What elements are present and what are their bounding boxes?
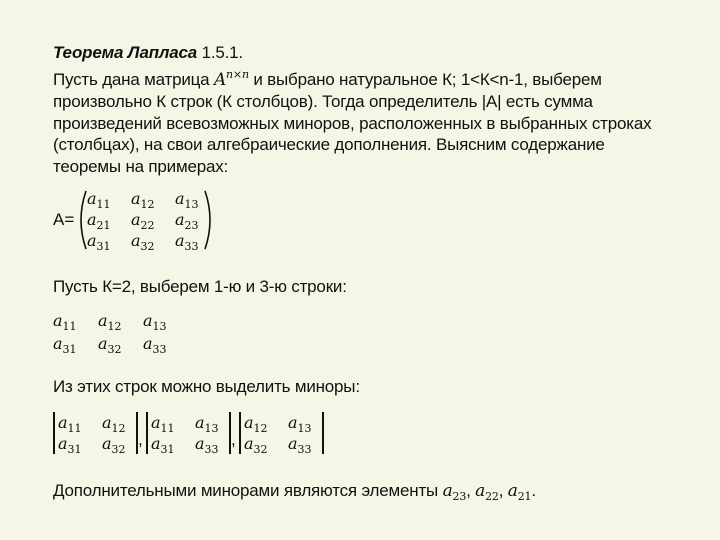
separator: , (466, 481, 476, 500)
matrix-element: $a_{12}$ (131, 189, 155, 211)
matrix-element: $a_{13}$ (195, 413, 219, 435)
matrix-element: $a_{32}$ (244, 434, 268, 456)
theorem-line-6: теоремы на примерах: (53, 156, 229, 176)
matrix-element: $a_{11}$ (151, 413, 175, 435)
complement-element: $a_{22}$ (475, 481, 499, 503)
matrix-element: $a_{31}$ (151, 434, 175, 456)
matrix-element: $a_{32}$ (102, 434, 126, 456)
right-paren (203, 190, 217, 250)
matrix-element: $a_{22}$ (131, 210, 155, 232)
matrix-element: $a_{33}$ (175, 231, 199, 253)
theorem-line-4: произведений всевозможных миноров, расположенных в выбранных строках (53, 113, 652, 133)
theorem-line-3: произвольно К строк (К столбцов). Тогда определитель |A| есть сумма (53, 92, 593, 111)
matrix-element: $a_{13}$ (288, 413, 312, 435)
determinant-bar (239, 412, 241, 454)
theorem-paragraph (53, 42, 673, 177)
matrix-element: $a_{23}$ (175, 210, 199, 232)
matrix-element: $a_{11}$ (53, 311, 77, 333)
matrix-element: $a_{12}$ (244, 413, 268, 435)
matrix-element: $a_{33}$ (195, 434, 219, 456)
determinant-bar (53, 412, 55, 454)
matrix-element: $a_{21}$ (87, 210, 111, 232)
theorem-title: Теорема Лапласа (53, 43, 198, 62)
matrix-element: $a_{33}$ (143, 334, 167, 356)
line2-pre: Пусть дана матрица (53, 69, 214, 89)
determinant-bar (322, 412, 324, 454)
matrix-element: $a_{12}$ (98, 311, 122, 333)
matrix-grid (87, 189, 217, 253)
left-paren (74, 190, 88, 250)
minors-text: Из этих строк можно выделить миноры: (53, 377, 360, 396)
theorem-number: 1.5.1. (197, 43, 243, 62)
conclusion-text: Дополнительными минорами являются элементы (53, 481, 443, 500)
conclusion-line (53, 480, 673, 508)
matrix-label: А= (53, 210, 75, 229)
theorem-title-line (53, 42, 673, 64)
matrix-superscript: n×n (226, 67, 249, 81)
theorem-line-5: (столбцах), на свои алгебраические дополнения. Выясним содержание (53, 135, 605, 154)
determinant-bar (146, 412, 148, 454)
matrix-element: $a_{32}$ (98, 334, 122, 356)
matrix-element: $a_{31}$ (87, 231, 111, 253)
matrix-element: $a_{13}$ (175, 189, 199, 211)
period: . (531, 481, 536, 500)
matrix-element: $a_{13}$ (143, 311, 167, 333)
separator: , (498, 481, 508, 500)
example-text: Пусть К=2, выберем 1-ю и 3-ю строки: (53, 277, 347, 296)
matrix-element: $a_{31}$ (58, 434, 82, 456)
minor-separator: , (138, 430, 143, 449)
complement-element: $a_{21}$ (507, 481, 532, 503)
line2-post: и выбрано натуральное К; 1<К<n-1, выберем (248, 69, 602, 89)
matrix-element: $a_{33}$ (288, 434, 312, 456)
theorem-line-2 (53, 64, 673, 92)
matrix-element: $a_{11}$ (58, 413, 82, 435)
matrix-element: $a_{31}$ (53, 334, 77, 356)
complement-element: $a_{23}$ (442, 481, 467, 503)
matrix-element: $a_{32}$ (131, 231, 155, 253)
matrix-element: $a_{11}$ (87, 189, 111, 211)
matrix-element: $a_{12}$ (102, 413, 126, 435)
matrix-symbol: A (213, 69, 227, 90)
minor-separator: , (231, 430, 236, 449)
